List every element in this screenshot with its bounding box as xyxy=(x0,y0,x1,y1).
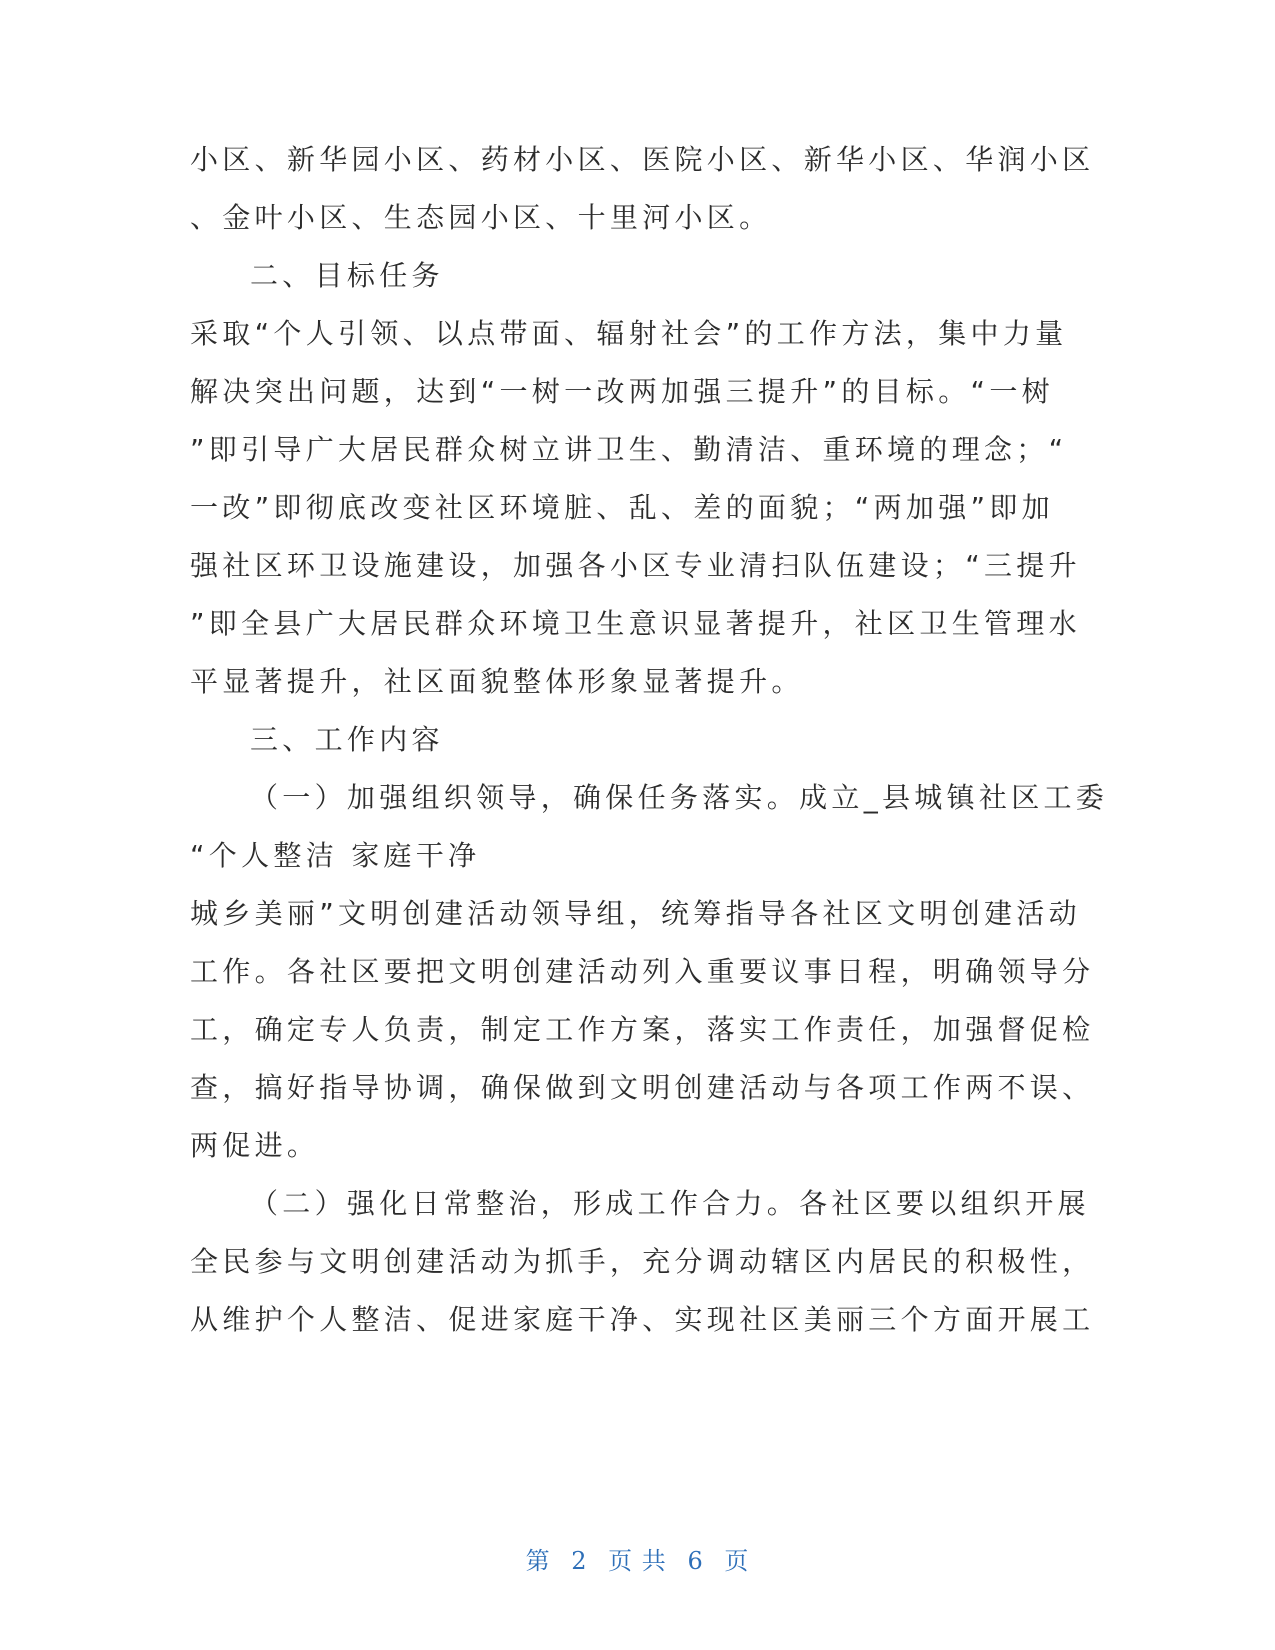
page-footer xyxy=(0,1544,1275,1578)
body-line-15: 工作。各社区要把文明创建活动列入重要议事日程，明确领导分 xyxy=(190,955,1095,988)
page-number: 2 xyxy=(571,1547,588,1575)
body-line-19: （二）强化日常整治，形成工作合力。各社区要以组织开展 xyxy=(250,1187,1090,1220)
body-line-13: “个人整洁 家庭干净 xyxy=(190,839,481,872)
total-pages: 6 xyxy=(687,1547,704,1575)
body-line-18: 两促进。 xyxy=(190,1129,320,1162)
body-line-7: 一改”即彻底改变社区环境脏、乱、差的面貌；“两加强”即加 xyxy=(190,491,1054,524)
section-heading-2: 二、目标任务 xyxy=(250,259,444,292)
body-line-6: ”即引导广大居民群众树立讲卫生、勤清洁、重环境的理念；“ xyxy=(190,433,1068,466)
footer-prefix: 第 xyxy=(525,1547,551,1575)
body-line-21: 从维护个人整洁、促进家庭干净、实现社区美丽三个方面开展工 xyxy=(190,1303,1095,1336)
section-heading-3: 三、工作内容 xyxy=(250,723,444,756)
footer-middle: 页 共 xyxy=(608,1547,667,1575)
body-line-8: 强社区环卫设施建设，加强各小区专业清扫队伍建设；“三提升 xyxy=(190,549,1081,582)
body-line-14: 城乡美丽”文明创建活动领导组，统筹指导各社区文明创建活动 xyxy=(190,897,1081,930)
body-line-17: 查，搞好指导协调，确保做到文明创建活动与各项工作两不误、 xyxy=(190,1071,1095,1104)
body-line-5: 解决突出问题，达到“一树一改两加强三提升”的目标。“一树 xyxy=(190,375,1054,408)
body-line-9: ”即全县广大居民群众环境卫生意识显著提升，社区卫生管理水 xyxy=(190,607,1081,640)
body-line-16: 工，确定专人负责，制定工作方案，落实工作责任，加强督促检 xyxy=(190,1013,1095,1046)
body-line-20: 全民参与文明创建活动为抓手，充分调动辖区内居民的积极性， xyxy=(190,1245,1095,1278)
footer-suffix: 页 xyxy=(724,1547,750,1575)
body-line-1: 小区、新华园小区、药材小区、医院小区、新华小区、华润小区 xyxy=(190,143,1095,176)
body-line-4: 采取“个人引领、以点带面、辐射社会”的工作方法，集中力量 xyxy=(190,317,1068,350)
body-line-10: 平显著提升，社区面貌整体形象显著提升。 xyxy=(190,665,804,698)
body-line-2: 、金叶小区、生态园小区、十里河小区。 xyxy=(190,201,772,234)
body-line-12: （一）加强组织领导，确保任务落实。成立_县城镇社区工委 xyxy=(250,781,1109,814)
